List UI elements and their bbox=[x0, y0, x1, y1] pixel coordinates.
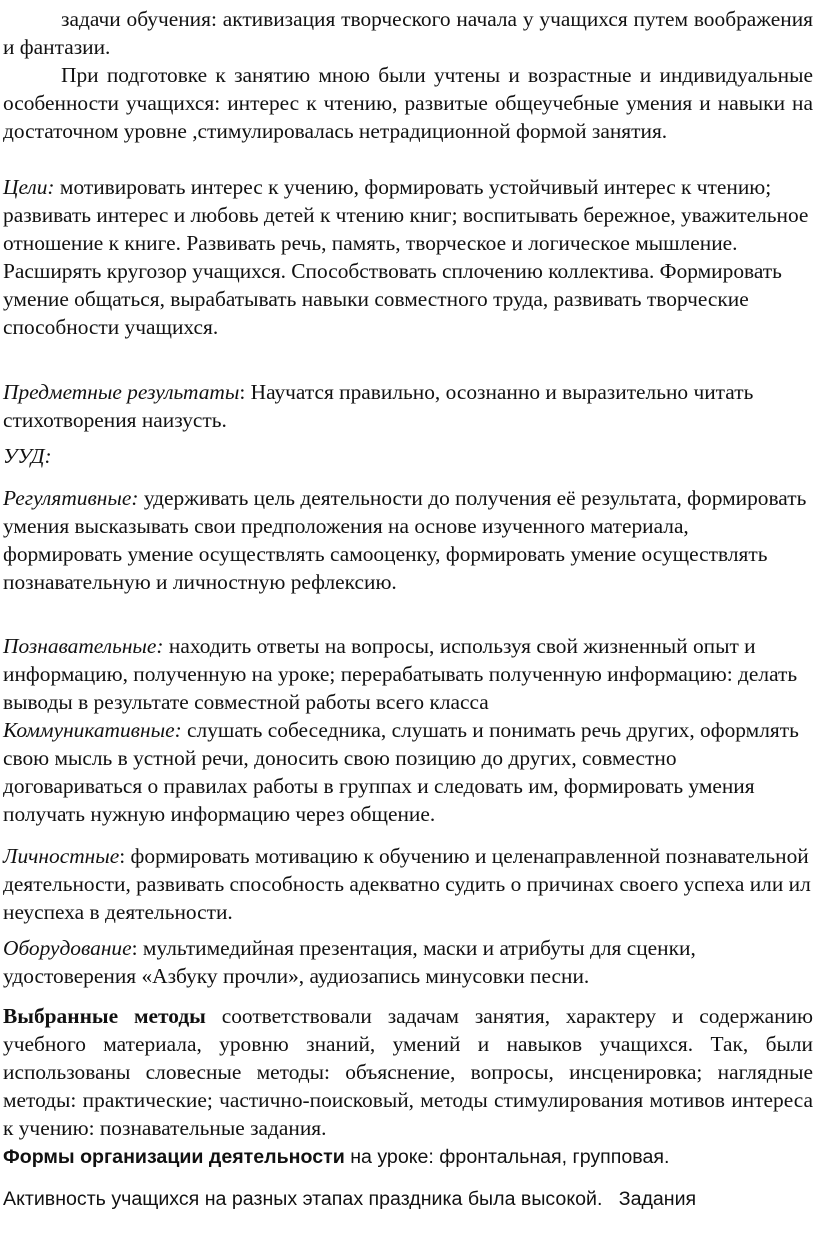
equipment-label: Оборудование bbox=[3, 936, 132, 960]
paragraph-learning-tasks: задачи обучения: активизация творческого начала у учащихся путем воображения и фантазии. bbox=[3, 7, 813, 59]
paragraph-equipment bbox=[3, 934, 813, 990]
forms-text: на уроке: фронтальная, групповая. bbox=[344, 1146, 670, 1168]
forms-label: Формы организации деятельности bbox=[3, 1146, 345, 1168]
paragraph-methods bbox=[3, 1002, 813, 1142]
methods-text: соответствовали задачам занятия, характеру и содержанию учебного материала, уровню знаний, умений и навыков учащихся. Так, были использованы словесные методы: объяснение, вопросы, инсценировка; наглядные методы: практические; частично-поисковый, методы стимулирования мотивов интереса к учению: познавательные задания. bbox=[3, 1004, 814, 1140]
goals-text: мотивировать интерес к учению, формировать устойчивый интерес к чтению; развивать интерес и любовь детей к чтению книг; воспитывать бережное, уважительное отношение к книге. Развивать речь, память, творческое и логическое мышление. Расширять кругозор учащихся. Способствовать сплочению коллектива. Формировать умение общаться, вырабатывать навыки совместного труда, развивать творческие способности учащихся. bbox=[3, 175, 809, 339]
goals-label: Цели: bbox=[3, 175, 55, 199]
subject-results-text: : Научатся правильно, осознанно и выразительно читать стихотворения наизусть. bbox=[3, 380, 754, 432]
communicative-text: слушать собеседника, слушать и понимать речь других, оформлять свою мысль в устной речи, доносить свою позицию до других, совместно договариваться о правилах работы в группах и следовать им, формировать умения получать нужную информацию через общение. bbox=[3, 718, 799, 826]
paragraph-preparation: При подготовке к занятию мною были учтены и возрастные и индивидуальные особенности учащихся: интерес к чтению, развитые общеучебные умения и навыки на достаточном уровне ,стимулировалась нетрадиционной формой занятия. bbox=[3, 63, 813, 143]
subject-results-label: Предметные результаты bbox=[3, 380, 240, 404]
equipment-text: : мультимедийная презентация, маски и атрибуты для сценки, удостоверения «Азбуку прочли», аудиозапись минусовки песни. bbox=[3, 936, 696, 988]
paragraph-forms bbox=[3, 1140, 813, 1174]
cognitive-label: Познавательные: bbox=[3, 634, 164, 658]
cognitive-text: находить ответы на вопросы, используя свой жизненный опыт и информацию, полученную на уроке; перерабатывать полученную информацию: делать выводы в результате совместной работы всего класса bbox=[3, 634, 798, 714]
paragraph-cognitive bbox=[3, 632, 813, 716]
paragraph-personal bbox=[3, 842, 813, 926]
paragraph-subject-results bbox=[3, 378, 813, 434]
personal-label: Личностные bbox=[3, 844, 120, 868]
personal-text: : формировать мотивацию к обучению и целенаправленной познавательной деятельности, развивать способность адекватно судить о причинах своего успеха или ил неуспеха в деятельности. bbox=[3, 844, 811, 924]
methods-label: Выбранные методы bbox=[3, 1004, 206, 1028]
regulative-text: удерживать цель деятельности до получения её результата, формировать умения высказывать свои предположения на основе изученного материала, формировать умение осуществлять самооценку, формировать умение осуществлять познавательную и личностную рефлексию. bbox=[3, 486, 807, 594]
regulative-label: Регулятивные: bbox=[3, 486, 139, 510]
uud-heading: УУД: bbox=[3, 444, 52, 468]
paragraph-communicative bbox=[3, 716, 813, 828]
paragraph-activity: Активность учащихся на разных этапах праздника была высокой. Задания bbox=[3, 1188, 697, 1210]
communicative-label: Коммуникативные: bbox=[3, 718, 182, 742]
paragraph-regulative bbox=[3, 484, 813, 596]
paragraph-goals bbox=[3, 173, 813, 341]
